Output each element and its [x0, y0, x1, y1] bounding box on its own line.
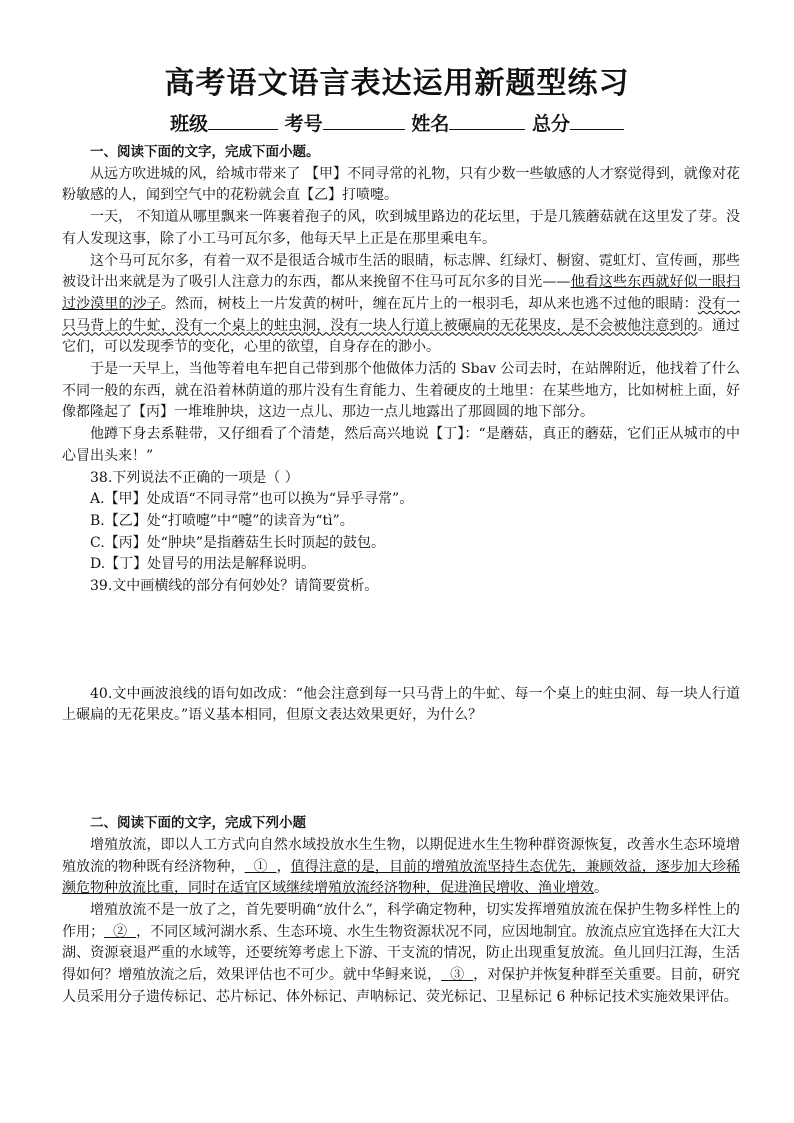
option-c: C.【丙】处“肿块”是指蘑菇生长时顶起的鼓包。: [90, 534, 385, 551]
s2-p2-text-c: ，对保护并恢复种群至关重要。目前，研究人员采用分子遗传标记、芯片标记、体外标记、声呐标记、荧光标记、卫星标记 6 种标记技术实施效果评估。: [62, 967, 741, 1005]
content-body: [62, 142, 740, 1009]
score-label: 总分: [531, 113, 570, 135]
section2-heading: 二、阅读下面的文字，完成下列小题: [90, 815, 306, 832]
exam-no-label: 考号: [284, 113, 323, 135]
blank-1[interactable]: ①: [244, 858, 277, 875]
s2-p1-text-a: 增殖放流，即以人工方式向自然水域投放水生生物，以期促进水生生物种群资源恢复，改善水生态环境增殖放流的物种既有经济物种，: [62, 836, 740, 875]
score-blank[interactable]: [570, 111, 624, 130]
answer-space-40[interactable]: [62, 727, 740, 813]
section1-paragraph-5: 他蹲下身去系鞋带，又仔细看了个清楚，然后高兴地说【丁】：“是蘑菇，真正的蘑菇，它们正从城市的中心冒出头来！”: [62, 426, 740, 464]
s2-p2-text-b: ，不同区域河湖水系、生态环境、水生生物资源状况不同，应因地制宜。放流点应宜选择在大江大湖、资源衰退严重的水域等，还要统筹考虑上下游、干支流的情况，防止出现重复放流。鱼儿回归江海，生活得如何？增殖放流之后，效果评估也不可少。就中华鲟来说，: [62, 923, 740, 984]
option-d: D.【丁】处冒号的用法是解释说明。: [90, 556, 316, 573]
class-label: 班级: [170, 113, 209, 135]
student-info-line: [0, 109, 794, 136]
underlined-passage: 值得注意的是，目前的增殖放流坚持生态优先，兼顾效益，逐步加大珍稀濒危物种放流比重，同时在适宜区域继续增殖放流经济物种，促进渔民增收、渔业增效: [62, 858, 741, 897]
p3-text-a: 这个马可瓦尔多，有着一双不是很适合城市生活的眼睛，标志牌、红绿灯、橱窗、霓虹灯、宣传画，那些被设计出来就是为了吸引人注意力的东西，都从来挽留不住马可瓦尔多的目光——: [62, 252, 740, 291]
section1-heading: 一、阅读下面的文字，完成下面小题。: [90, 144, 320, 160]
option-b: B.【乙】处“打喷嚏”中“嚏”的读音为“tì”。: [90, 512, 354, 529]
p3-text-b: 。然而，树枝上一片发黄的树叶，缠在瓦片上的一根羽毛，却从来也逃不过他的眼睛：: [160, 295, 698, 312]
class-blank[interactable]: [208, 111, 278, 130]
blank-3[interactable]: ③: [441, 967, 474, 984]
blank-2[interactable]: ②: [104, 923, 137, 940]
exam-no-blank[interactable]: [323, 111, 405, 130]
name-blank[interactable]: [449, 111, 525, 130]
question-40: 40.文中画波浪线的语句如改成：“他会注意到每一只马背上的牛虻、每一个桌上的蛀虫洞、每一块人行道上碾扁的无花果皮。”语义基本相同，但原文表达效果更好，为什么？: [62, 685, 740, 724]
name-label: 姓名: [411, 113, 450, 135]
answer-space-39[interactable]: [62, 598, 740, 684]
question-39: 39.文中画横线的部分有何妙处？请简要赏析。: [90, 578, 379, 595]
section1-paragraph-1: 从远方吹进城的风，给城市带来了 【甲】不同寻常的礼物，只有少数一些敏感的人才察觉得到，就像对花粉敏感的人，闻到空气中的花粉就会直【乙】打喷嚏。: [62, 165, 740, 204]
option-a: A.【甲】处成语“不同寻常”也可以换为“异乎寻常”。: [90, 491, 414, 508]
section2-paragraph-1: [62, 835, 740, 900]
page-title: 高考语文语言表达运用新题型练习: [164, 66, 630, 101]
underlined-sentence: 他看这些东西就好似一眼扫过沙漠里的沙子: [62, 274, 741, 312]
question-38: 38.下列说法不正确的一项是（ ）: [90, 469, 299, 486]
wavy-underlined-sentence: 没有一只马背上的牛虻，没有一个桌上的蛀虫洞，没有一块人行道上被碾扁的无花果皮，是不会被他注意到的: [62, 295, 741, 334]
section2-paragraph-2: [62, 900, 740, 1009]
s2-p2-text-a: 增殖放流不是一放了之，首先要明确“放什么”，科学确定物种，切实发挥增殖放流在保护生物多样性上的作用；: [62, 901, 740, 940]
section1-paragraph-3: [62, 251, 740, 360]
section1-paragraph-4: 于是一天早上，当他等着电车把自己带到那个他做体力活的 Sbav 公司去时，在站牌附近，他找着了什么不同一般的东西，就在沿着林荫道的那片没有生育能力、生着硬皮的土地里：在某些地方，比如树桩上面，好像都隆起了【丙】一堆堆肿块，这边一点儿、那边一点儿地露出了那圆圆的地下部分。: [62, 361, 740, 421]
s2-p1-text-b: ，: [276, 858, 291, 875]
section1-paragraph-2: 一天， 不知道从哪里飘来一阵裹着孢子的风，吹到城里路边的花坛里，于是几簇蘑菇就在这里发了芽。没有人发现这事，除了小工马可瓦尔多，他每天早上正是在那里乘电车。: [62, 209, 740, 247]
p3-text-c: 。通过它们，可以发现季节的变化，心里的欲望，自身存在的渺小。: [62, 317, 741, 356]
s2-p1-text-c: 。: [594, 880, 608, 897]
